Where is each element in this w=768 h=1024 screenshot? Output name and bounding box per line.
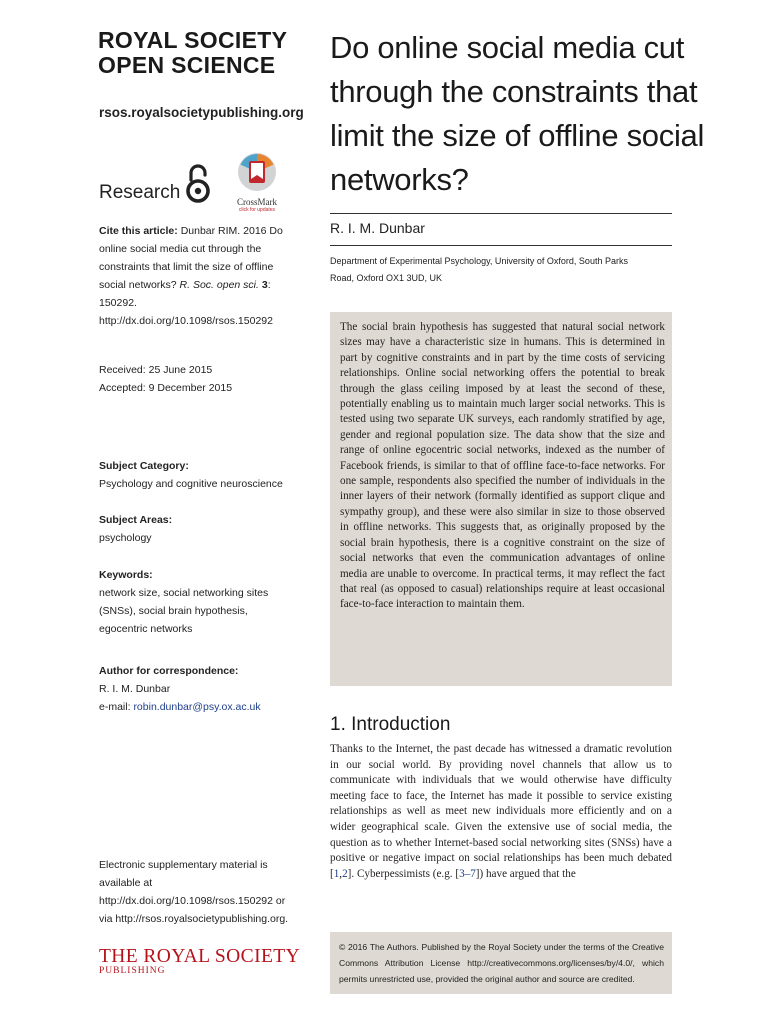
paper-title: Do online social media cut through the constraints that limit the size of offline social networks? — [330, 30, 705, 197]
author-name: R. I. M. Dunbar — [330, 220, 425, 236]
keywords — [99, 566, 299, 638]
author-correspondence — [99, 662, 299, 716]
subject-category-label: Subject Category: — [99, 460, 189, 472]
dates — [99, 361, 299, 397]
subject-areas-value: psychology — [99, 532, 152, 544]
correspondence-name: R. I. M. Dunbar — [99, 683, 171, 695]
citation-doi[interactable]: http://dx.doi.org/10.1098/rsos.150292 — [99, 315, 273, 327]
abstract-text: The social brain hypothesis has suggested that natural social network sizes may have a characteristic size in humans. This is determined in part by cognitive constraints and in part by the time costs of servicing relationships. Online social networking offers the potential to break through the glass ceiling imposed by at least the second of these, potentially enabling us to maintain much larger social networks. This is tested using two separate UK surveys, each randomly stratified by age, gender and regional population size. The data show that the size and range of online egocentric social networks, indexed as the number of Facebook friends, is similar to that of offline face-to-face networks. For one sample, respondents also specified the number of individuals in the inner layers of their network (formally identified as support clique and sympathy group), and these were also similar in size to those observed in offline networks. This suggests that, as originally proposed by the social brain hypothesis, there is a cognitive constraint on the size of social networks that even the communication advantages of online media are unable to overcome. In practical terms, it may reflect the fact that real (as opposed to casual) relationships require at least occasional face-to-face interaction to maintain them. — [340, 321, 665, 611]
citation-label: Cite this article: — [99, 225, 178, 237]
citation-journal: R. Soc. open sci. — [179, 279, 259, 291]
open-access-icon — [183, 162, 213, 204]
subject-category — [99, 457, 299, 493]
supplementary-note: Electronic supplementary material is available at http://dx.doi.org/10.1098/rsos.150292 or via http://rsos.royalsocietypublishing.org. — [99, 859, 289, 925]
crossmark-badge[interactable] — [232, 152, 282, 214]
publisher-logo-main: THE ROYAL SOCIETY — [99, 946, 301, 967]
email-label: e-mail: — [99, 701, 134, 713]
section-heading-introduction: 1. Introduction — [330, 714, 451, 735]
abstract-box — [330, 312, 672, 686]
journal-name — [98, 28, 287, 78]
subject-areas — [99, 511, 299, 547]
accepted-date: Accepted: 9 December 2015 — [99, 382, 233, 394]
crossmark-icon — [237, 152, 277, 192]
journal-name-line-2: OPEN SCIENCE — [98, 52, 276, 78]
correspondence-label: Author for correspondence: — [99, 665, 239, 677]
ref-separator: , — [339, 867, 343, 880]
received-date: Received: 25 June 2015 — [99, 364, 213, 376]
citation-text: Dunbar RIM. 2016 Do online social media cut through the constraints that limit the size of offline social networks? — [99, 225, 283, 291]
publisher-logo-sub: PUBLISHING — [99, 966, 166, 976]
section-label: Research — [99, 182, 181, 203]
license-box — [330, 932, 672, 994]
reference-link[interactable]: 1 — [333, 867, 340, 880]
title-divider — [330, 213, 672, 214]
keywords-label: Keywords: — [99, 569, 153, 581]
intro-text-3: ]) have argued that the — [475, 867, 576, 880]
reference-link[interactable]: 2 — [342, 867, 348, 880]
crossmark-sub: click for updates — [238, 207, 276, 213]
author-divider — [330, 245, 672, 246]
keywords-value: network size, social networking sites (SNSs), social brain hypothesis, egocentric networks — [99, 587, 269, 635]
journal-name-line-1: ROYAL SOCIETY — [98, 27, 288, 53]
email-link[interactable]: robin.dunbar@psy.ox.ac.uk — [133, 701, 261, 713]
intro-text-2: ]. Cyberpessimists (e.g. [ — [347, 867, 460, 880]
subject-areas-label: Subject Areas: — [99, 514, 173, 526]
crossmark-label: CrossMark — [237, 197, 277, 207]
license-text: © 2016 The Authors. Published by the Royal Society under the terms of the Creative Commons Attribution License http://creativecommons.org/licenses/by/4.0/, which permits unrestricted use, provided the original author and source are credited. — [339, 942, 664, 984]
reference-link[interactable]: 3–7 — [459, 867, 476, 880]
subject-category-value: Psychology and cognitive neuroscience — [99, 478, 283, 490]
citation — [99, 222, 299, 330]
affiliation: Department of Experimental Psychology, University of Oxford, South Parks Road, Oxford OX1 3UD, UK — [330, 256, 628, 283]
intro-text-1: Thanks to the Internet, the past decade has witnessed a dramatic revolution in our social world. By providing novel channels that allow us to communicate with individuals that we would otherwise have difficulty meeting face to face, the Internet has made it possible to service existing relationships as well as meet new individuals more efficiently and on a wider geographical scale. Given the extensive use of social media, the question as to whether Internet-based social networking sites (SNSs) have a positive or negative impact on social relationships has been much debated [ — [330, 743, 672, 880]
publisher-logo — [99, 946, 300, 976]
citation-pages: : 150292. — [99, 279, 271, 309]
journal-url[interactable]: rsos.royalsocietypublishing.org — [99, 105, 304, 120]
introduction-text — [330, 742, 672, 882]
citation-volume: 3 — [258, 279, 268, 291]
